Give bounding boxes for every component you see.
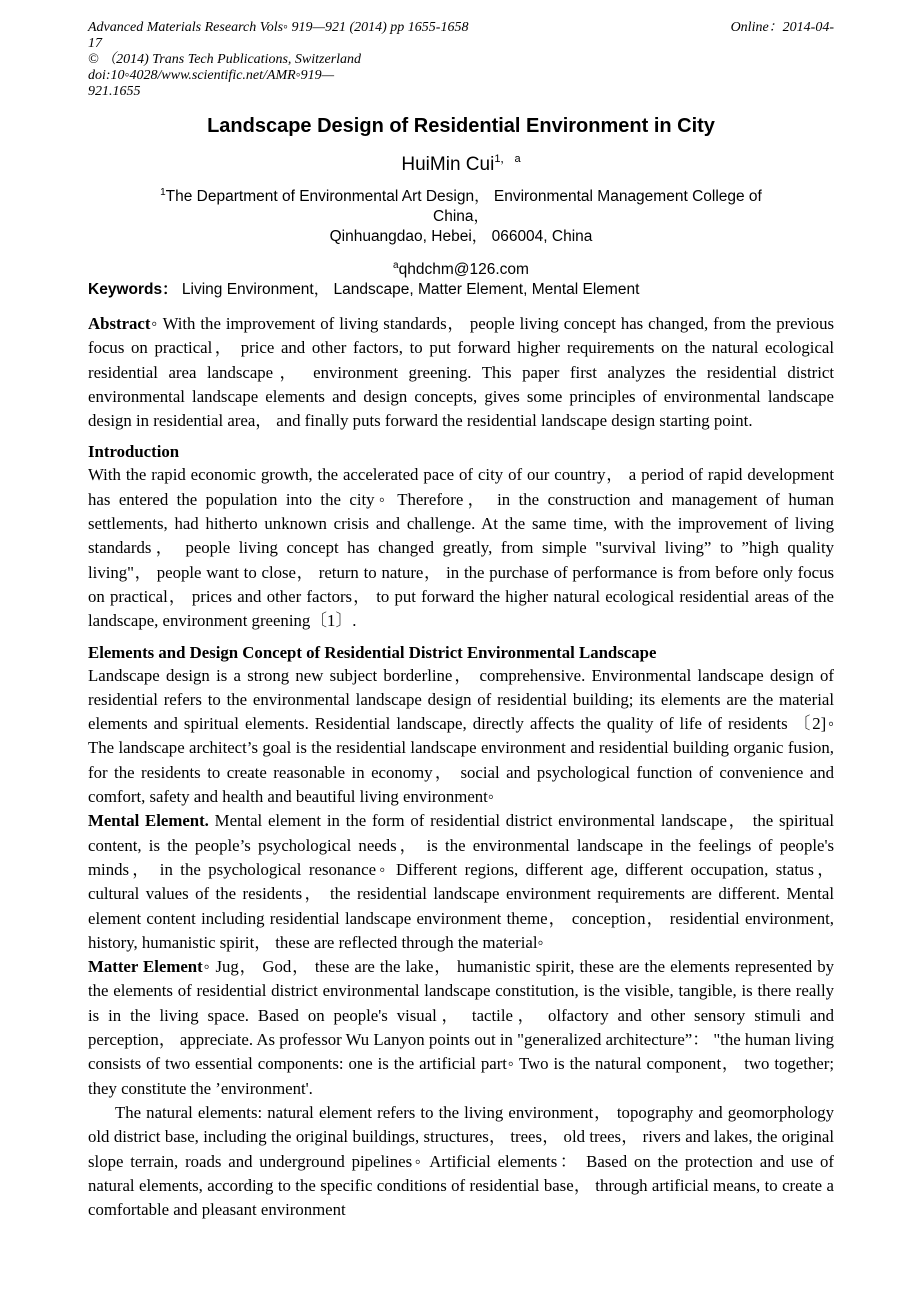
natural-elements-paragraph: The natural elements: natural element refers to the living environment， topography and geomorphology old district base, including the original buildings, structures， trees， old trees， rivers and lakes, the original slope terrain, roads and underground pipelines◦ Artificial elements： Based on the protection and use of natural elements, according to the specific conditions of residential base， through artificial means, to create a comfortable and pleasant environment <box>88 1102 834 1220</box>
author-superscript: 1， a <box>494 153 521 165</box>
affiliation-superscript: 1 <box>160 187 166 198</box>
paper-page <box>88 20 834 1222</box>
keywords-text: Living Environment， Landscape, Matter Element, Mental Element <box>181 281 640 298</box>
mental-element-text: Mental element in the form of residential district environmental landscape， the spiritual content, is the people’s psychological needs， is the environmental landscape in the feelings of people's minds， in the psychological resonance◦ Different regions, different age, different occupation, status， cultural values of the residents， the residential landscape environment requirements are different. Mental element content including residential landscape environment theme， conception， residential environment, history, humanistic spirit， these are reflected through the material◦ <box>88 811 834 952</box>
copyright-line: © （2014) Trans Tech Publications, Switzerland <box>88 52 362 67</box>
matter-element-label: Matter Element◦ <box>88 957 211 977</box>
introduction-paragraph: With the rapid economic growth, the accelerated pace of city of our country， a period of rapid development has entered the population into the city◦ Therefore， in the construction and management of human settlements, had hitherto unknown crisis and challenge. At the same time, with the improvement of living standards， people living concept has changed greatly, from simple "survival living” to ”high quality living"， people want to close， return to nature， in the purchase of performance is from before only focus on practical， prices and other factors， to put forward the higher natural ecological residential areas of the landscape, environment greening〔1〕. <box>88 465 834 631</box>
keywords <box>88 280 834 300</box>
elements-section-heading: Elements and Design Concept of Residential District Environmental Landscape <box>88 642 657 662</box>
affiliation-line-3: Qinhuangdao, Hebei， 066004, China <box>329 228 593 245</box>
mental-element-label: Mental Element. <box>88 811 209 831</box>
matter-element-text: Jug， God， these are the lake， humanistic spirit, these are the elements represented by the elements of residential district environmental landscape constitution, is the visible, tangible, is there really is in the living space. Based on people's visual， tactile， olfactory and other sensory stimuli and perception， appreciate. As professor Wu Lanyon points out in "generalized architecture”： "the human living consists of two essential components: one is the artificial part◦ Two is the natural component， two together; they constitute the ’environment'. <box>88 957 834 1098</box>
author-email <box>88 256 834 280</box>
affiliation-line-2: China， <box>433 208 489 225</box>
matter-element-paragraph <box>88 955 834 1101</box>
paper-title: Landscape Design of Residential Environment in City <box>207 115 715 137</box>
author-name: HuiMin Cui <box>401 154 495 175</box>
online-date-continued: 17 <box>88 36 102 51</box>
email-address: qhdchm@126.com <box>398 261 529 278</box>
abstract-text: With the improvement of living standards， people living concept has changed, from the previous focus on practical， price and other factors, to put forward higher requirements on the natural ecological residential area landscape， environment greening. This paper first analyzes the residential district environmental landscape elements and design concepts, gives some principles of environmental landscape design in residential area， and finally puts forward the residential landscape design starting point. <box>88 314 834 431</box>
journal-header <box>88 20 834 100</box>
affiliation <box>88 183 834 247</box>
doi-line: doi:10◦4028/www.scientific.net/AMR◦919— <box>88 68 335 83</box>
keywords-label: Keywords： <box>88 281 178 298</box>
elements-section-paragraph: Landscape design is a strong new subject borderline， comprehensive. Environmental landscape design of residential refers to the environmental landscape design of residential building; its elements are the material elements and spiritual elements. Residential landscape, directly affects the quality of life of residents 〔2]◦ The landscape architect’s goal is the residential landscape environment and residential building organic fusion, for the residents to create reasonable in economy， social and psychological function of convenience and comfort, safety and health and beautiful living environment◦ <box>88 665 834 807</box>
abstract <box>88 312 834 433</box>
online-date: Online：2014-04- <box>730 20 834 35</box>
abstract-label: Abstract◦ <box>88 314 158 333</box>
doi-line-continued: 921.1655 <box>88 84 141 99</box>
journal-citation: Advanced Materials Research Vols◦ 919—921 (2014) pp 1655-1658 <box>88 20 469 35</box>
affiliation-line-1: The Department of Environmental Art Design， Environmental Management College of <box>165 188 762 205</box>
author <box>88 147 834 177</box>
mental-element-paragraph <box>88 809 834 955</box>
email-superscript: a <box>393 260 399 271</box>
introduction-heading: Introduction <box>88 442 180 462</box>
